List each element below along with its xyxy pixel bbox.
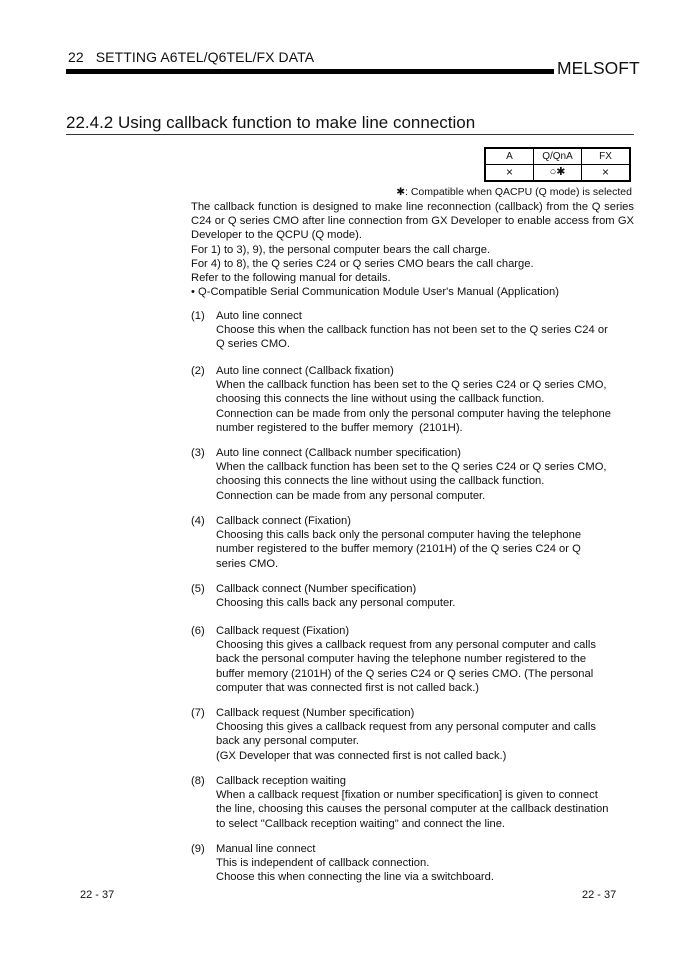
section-title: 22.4.2 Using callback function to make line connection	[66, 113, 476, 132]
item-line: Choosing this gives a callback request from any personal computer and calls	[216, 721, 596, 734]
item-line: When the callback function has been set to the Q series C24 or Q series CMO,	[216, 379, 607, 392]
item-line: Choosing this gives a callback request from any personal computer and calls	[216, 639, 596, 652]
item-line: series CMO.	[216, 557, 279, 570]
item-line: back any personal computer.	[216, 735, 360, 748]
list-item	[191, 582, 636, 610]
item-title: Callback reception waiting	[216, 775, 346, 787]
item-line: (GX Developer that was connected first is not called back.)	[216, 749, 507, 762]
item-line: the line, choosing this causes the personal computer at the callback destination	[216, 803, 609, 816]
section-rule	[66, 134, 634, 135]
list-item	[191, 624, 636, 695]
compatibility-value-row	[485, 165, 630, 182]
item-number: (3)	[191, 447, 205, 459]
item-number: (4)	[191, 515, 205, 527]
intro-line: Refer to the following manual for details.	[191, 272, 391, 285]
list-item	[191, 842, 636, 885]
item-number: (7)	[191, 707, 205, 719]
item-line: buffer memory (2101H) of the Q series C24 or Q series CMO. (The personal	[216, 667, 594, 680]
list-item	[191, 309, 636, 352]
item-line: Choose this when the callback function has not been set to the Q series C24 or	[216, 324, 608, 337]
item-title: Callback connect (Fixation)	[216, 515, 351, 527]
manual-reference: • Q-Compatible Serial Communication Module User's Manual (Application)	[191, 286, 559, 299]
compatibility-note: ✱: Compatible when QACPU (Q mode) is selected	[396, 186, 632, 198]
intro-line: For 1) to 3), 9), the personal computer bears the call charge.	[191, 243, 491, 256]
item-line: When a callback request [fixation or number specification] is given to connect	[216, 789, 598, 802]
item-line: choosing this connects the line without using the callback function.	[216, 475, 545, 488]
item-title: Callback request (Number specification)	[216, 707, 415, 719]
item-line: Choose this when connecting the line via a switchboard.	[216, 871, 494, 884]
item-line: number registered to the buffer memory (2101H).	[216, 421, 463, 434]
item-line: computer that was connected first is not called back.)	[216, 681, 480, 694]
item-line: Choosing this calls back only the personal computer having the telephone	[216, 529, 582, 542]
intro-line: For 4) to 8), the Q series C24 or Q series CMO bears the call charge.	[191, 257, 534, 270]
item-title: Callback request (Fixation)	[216, 625, 350, 637]
intro-paragraph: The callback function is designed to make line reconnection (callback) from the Q series C24 or Q series CMO after line connection from GX Developer to enable access from GX Developer to the QCPU (Q mode).	[191, 201, 634, 242]
page-number-right: 22 - 37	[582, 889, 617, 901]
item-line: Connection can be made from any personal computer.	[216, 489, 486, 502]
compat-col-a: A	[485, 148, 534, 165]
compatibility-table	[484, 147, 631, 182]
brand-logo-text: MELSOFT	[557, 58, 640, 78]
item-number: (5)	[191, 583, 205, 595]
item-number: (9)	[191, 843, 205, 855]
compat-value-fx: ×	[582, 165, 631, 182]
list-item	[191, 514, 636, 571]
item-line: number registered to the buffer memory (2101H) of the Q series C24 or Q	[216, 543, 581, 556]
list-item	[191, 446, 636, 503]
item-number: (2)	[191, 365, 205, 377]
item-title: Auto line connect (Callback number specification)	[216, 447, 462, 459]
item-number: (8)	[191, 775, 205, 787]
page-number-left: 22 - 37	[80, 889, 115, 901]
item-line: When the callback function has been set to the Q series C24 or Q series CMO,	[216, 461, 607, 474]
compat-value-qqna: ○✱	[534, 165, 582, 182]
item-title: Callback connect (Number specification)	[216, 583, 417, 595]
list-item	[191, 774, 636, 831]
item-line: to select "Callback reception waiting" and connect the line.	[216, 817, 506, 830]
item-line: Choosing this calls back any personal computer.	[216, 597, 456, 610]
item-number: (6)	[191, 625, 205, 637]
item-line: Connection can be made from only the personal computer having the telephone	[216, 407, 611, 420]
compat-col-qqna: Q/QnA	[534, 148, 582, 165]
compat-col-fx: FX	[582, 148, 631, 165]
item-line: back the personal computer having the telephone number registered to the	[216, 653, 587, 666]
item-title: Auto line connect (Callback fixation)	[216, 365, 394, 377]
chapter-title: 22 SETTING A6TEL/Q6TEL/FX DATA	[68, 49, 315, 65]
item-line: This is independent of callback connection.	[216, 857, 430, 870]
compat-value-a: ×	[485, 165, 534, 182]
item-line: choosing this connects the line without using the callback function.	[216, 393, 545, 406]
item-title: Auto line connect	[216, 310, 302, 322]
compatibility-header-row	[485, 148, 630, 165]
list-item	[191, 706, 636, 763]
item-title: Manual line connect	[216, 843, 316, 855]
header-rule	[66, 69, 554, 74]
list-item	[191, 364, 636, 435]
item-number: (1)	[191, 310, 205, 322]
intro-text	[191, 200, 634, 299]
item-line: Q series CMO.	[216, 338, 290, 351]
